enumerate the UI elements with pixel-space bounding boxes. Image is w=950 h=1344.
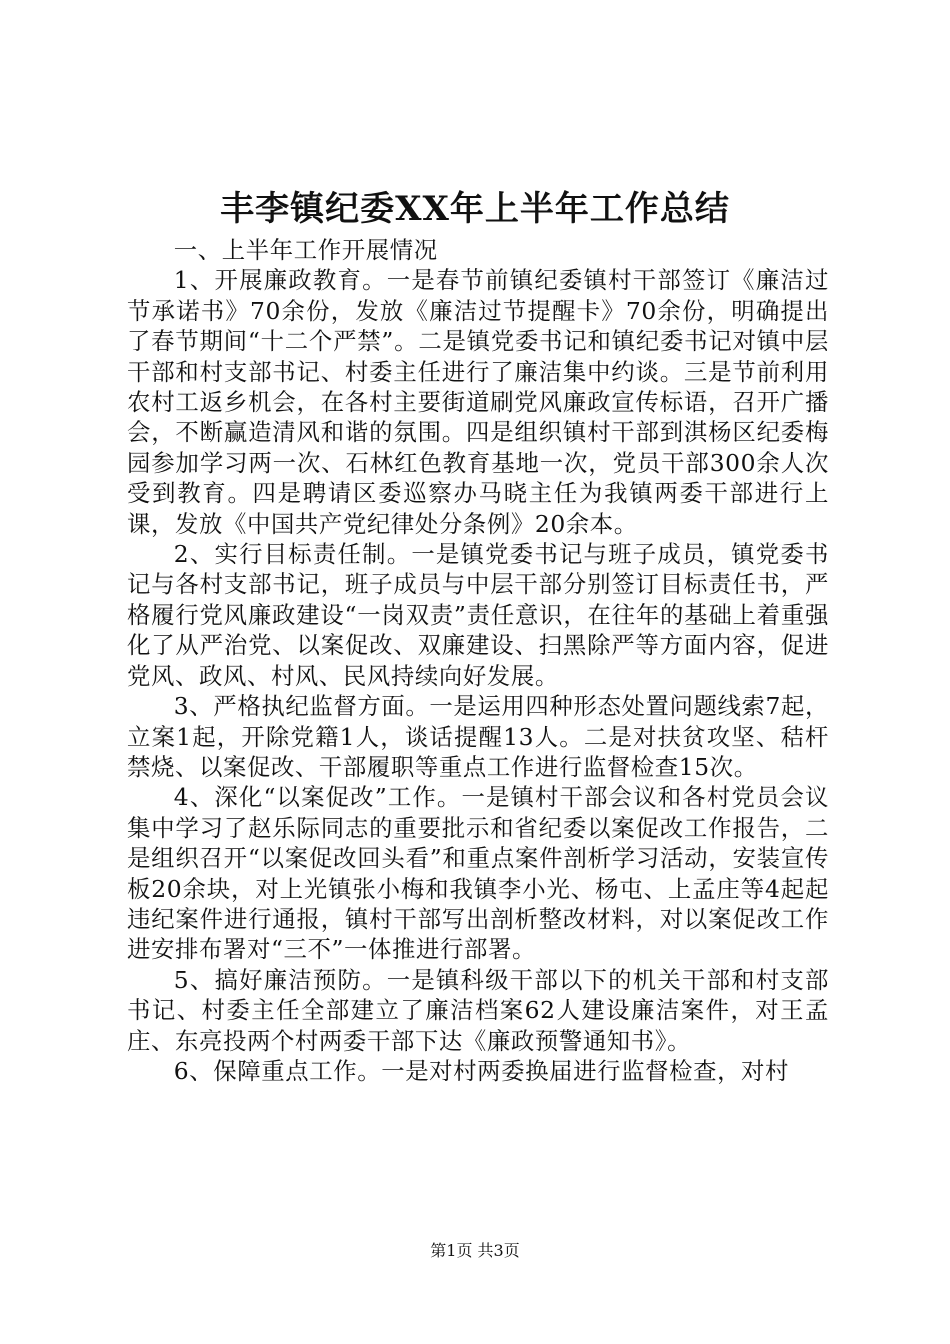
page-number-footer: 第1页 共3页 [430, 1241, 520, 1260]
section-heading: 一、上半年工作开展情况 [173, 236, 438, 264]
paragraph-item-3: 3、严格执纪监督方面。一是运用四种形态处置问题线索7起，立案1起，开除党籍1人，谈话提醒13人。二是对扶贫攻坚、秸杆禁烧、以案促改、干部履职等重点工作进行监督检查15次。 [127, 692, 829, 781]
paragraph-item-4: 4、深化“以案促改”工作。一是镇村干部会议和各村党员会议集中学习了赵乐际同志的重要批示和省纪委以案促改工作报告，二是组织召开“以案促改回头看”和重点案件剖析学习活动，安装宣传板20余块，对上光镇张小梅和我镇李小光、杨屯、上孟庄等4起起违纪案件进行通报，镇村干部写出剖析整改材料，对以案促改工作进安排布署对“三不”一体推进行部署。 [127, 783, 829, 964]
paragraph-item-5: 5、搞好廉洁预防。一是镇科级干部以下的机关干部和村支部书记、村委主任全部建立了廉洁档案62人建设廉洁案件，对王孟庄、东亮投两个村两委干部下达《廉政预警通知书》。 [127, 965, 829, 1055]
document-title: 丰李镇纪委XX年上半年工作总结 [220, 189, 730, 229]
paragraph-item-1: 1、开展廉政教育。一是春节前镇纪委镇村干部签订《廉洁过节承诺书》70余份，发放《廉洁过节提醒卡》70余份，明确提出了春节期间“十二个严禁”。二是镇党委书记和镇纪委书记对镇中层干部和村支部书记、村委主任进行了廉洁集中约谈。三是节前利用农村工返乡机会，在各村主要街道刷党风廉政宣传标语，召开广播会，不断赢造清风和谐的氛围。四是组织镇村干部到淇杨区纪委梅园参加学习两一次、石林红色教育基地一次，党员干部300余人次受到教育。四是聘请区委巡察办马晓主任为我镇两委干部进行上课，发放《中国共产党纪律处分条例》20余本。 [127, 266, 829, 538]
paragraph-item-2: 2、实行目标责任制。一是镇党委书记与班子成员，镇党委书记与各村支部书记，班子成员与中层干部分别签订目标责任书，严格履行党风廉政建设“一岗双责”责任意识，在往年的基础上着重强化了从严治党、以案促改、双廉建设、扫黑除严等方面内容，促进党风、政风、村风、民风持续向好发展。 [127, 540, 829, 690]
paragraph-item-6: 6、保障重点工作。一是对村两委换届进行监督检查，对村 [173, 1056, 790, 1085]
document-body [127, 235, 829, 1086]
